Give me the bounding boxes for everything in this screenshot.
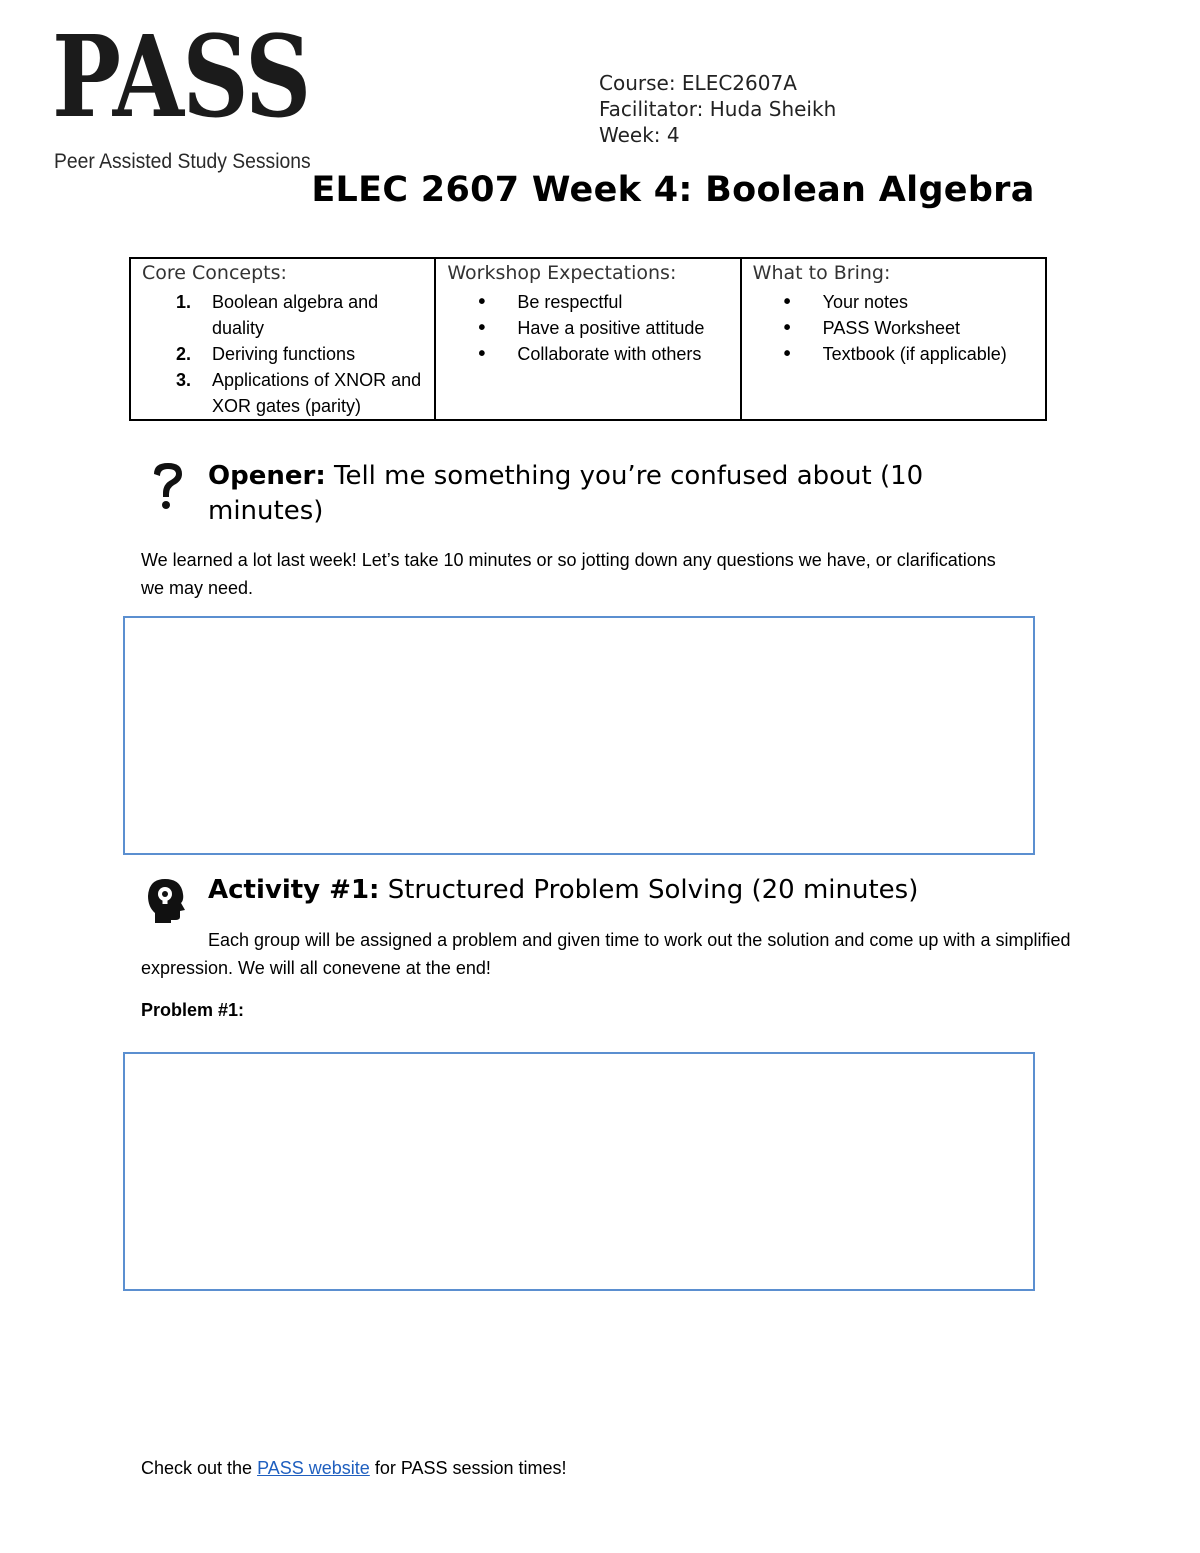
- footer-note: [141, 1458, 567, 1479]
- question-mark-icon: [146, 460, 190, 512]
- activity1-heading-text: Structured Problem Solving (20 minutes): [379, 875, 919, 905]
- course-info: [599, 70, 836, 148]
- bullet: •: [783, 291, 791, 313]
- course-line: Course: ELEC2607A: [599, 71, 797, 95]
- core-concepts-cell: [130, 258, 435, 420]
- what-to-bring-list: [753, 289, 1035, 367]
- list-item: [447, 341, 729, 367]
- list-item-text: Your notes: [822, 292, 909, 312]
- opener-answer-box[interactable]: [123, 616, 1035, 855]
- core-concepts-heading: Core Concepts:: [142, 262, 287, 284]
- logo-wordmark: PASS: [52, 12, 310, 143]
- what-to-bring-heading: What to Bring:: [752, 262, 891, 284]
- list-item: [753, 289, 1035, 315]
- pass-logo: [52, 12, 311, 173]
- bullet: •: [783, 317, 791, 339]
- bullet: •: [478, 317, 486, 339]
- list-item-text: Boolean algebra and duality: [212, 292, 379, 338]
- opener-heading: [208, 459, 1008, 529]
- list-item-text: Collaborate with others: [517, 344, 702, 364]
- list-item: [447, 315, 729, 341]
- session-info-table: [129, 257, 1047, 421]
- bullet: •: [783, 343, 791, 365]
- list-item-text: Deriving functions: [212, 344, 356, 364]
- list-item-text: Be respectful: [517, 292, 623, 312]
- workshop-expectations-heading: Workshop Expectations:: [447, 262, 677, 284]
- problem-1-answer-box[interactable]: [123, 1052, 1035, 1291]
- list-number: 2.: [176, 344, 192, 364]
- workshop-expectations-list: [447, 289, 729, 367]
- activity1-label: Activity #1:: [208, 875, 380, 905]
- opener-label: Opener:: [208, 461, 326, 491]
- pass-website-link[interactable]: PASS website: [257, 1458, 370, 1478]
- activity1-body: Each group will be assigned a problem and given time to work out the solution and come up with a simplified expression. We will all conevene at the end!: [141, 930, 1071, 978]
- problem-1-label: Problem #1:: [141, 1000, 245, 1020]
- list-item: [753, 341, 1035, 367]
- week-line: Week: 4: [599, 123, 680, 147]
- list-item-text: PASS Worksheet: [822, 318, 961, 338]
- facilitator-line: Facilitator: Huda Sheikh: [599, 97, 837, 121]
- list-number: 3.: [176, 370, 192, 390]
- core-concepts-list: [142, 289, 424, 419]
- opener-heading-text: Tell me something you’re confused about (10 minutes): [208, 461, 924, 526]
- lightbulb-head-icon: [145, 877, 187, 923]
- list-item: [142, 289, 424, 341]
- what-to-bring-cell: [741, 258, 1046, 420]
- bullet: •: [478, 291, 486, 313]
- bullet: •: [478, 343, 486, 365]
- list-item: [142, 341, 424, 367]
- list-item: [447, 289, 729, 315]
- list-item: [753, 315, 1035, 341]
- activity1-heading: [208, 873, 1068, 908]
- footer-text-after: for PASS session times!: [369, 1458, 567, 1478]
- opener-body: We learned a lot last week! Let’s take 10 minutes or so jotting down any questions we have, or clarifications we may need.: [141, 550, 996, 598]
- list-item: [142, 367, 424, 419]
- list-item-text: Applications of XNOR and XOR gates (parity): [212, 370, 422, 416]
- list-item-text: Have a positive attitude: [517, 318, 705, 338]
- footer-text-before: Check out the: [141, 1458, 258, 1478]
- list-item-text: Textbook (if applicable): [822, 344, 1007, 364]
- page-title: ELEC 2607 Week 4: Boolean Algebra: [311, 170, 1035, 210]
- workshop-expectations-cell: [435, 258, 740, 420]
- list-number: 1.: [176, 292, 192, 312]
- logo-tagline: Peer Assisted Study Sessions: [54, 150, 311, 173]
